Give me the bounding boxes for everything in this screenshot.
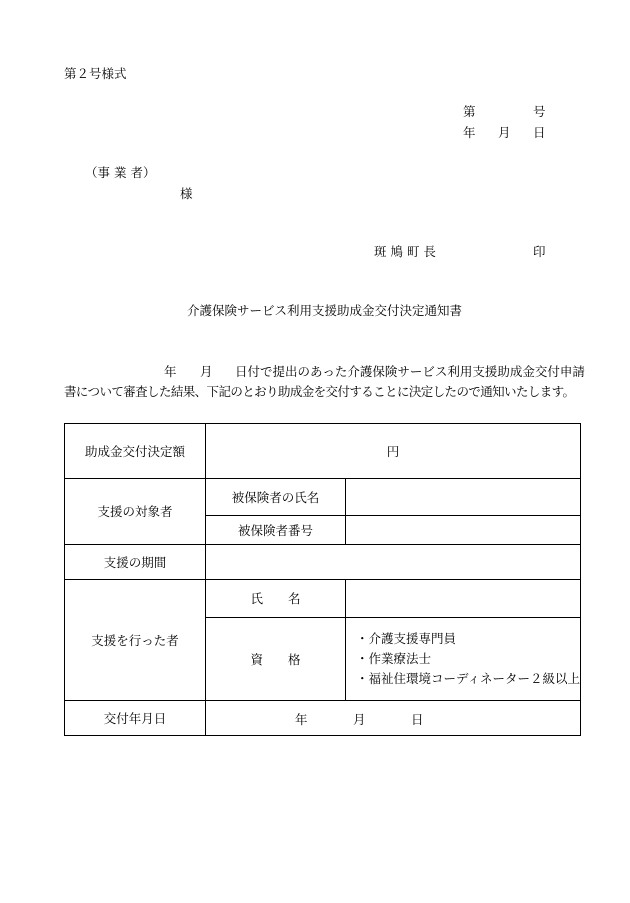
- issue-date-label: 交付年月日: [65, 701, 206, 736]
- period-label: 支援の期間: [65, 545, 206, 580]
- amount-value-cell: [206, 424, 581, 479]
- issue-date-month: 月: [353, 712, 366, 727]
- body-month: 月: [200, 364, 213, 379]
- body-line2: 書について審査した結果、下記のとおり助成金を交付することに決定したので通知いたします。: [64, 384, 575, 399]
- qualification-item: ・作業療法士: [356, 651, 432, 666]
- target-label: 支援の対象者: [65, 479, 206, 545]
- recipient-sama: 様: [180, 186, 193, 201]
- ref-number-go: 号: [533, 104, 546, 119]
- body-line1: 日付で提出のあった介護保険サービス利用支援助成金交付申請: [235, 364, 585, 379]
- body-year: 年: [164, 364, 177, 379]
- insured-name-label: 被保険者の氏名: [206, 479, 346, 516]
- form-number: 第２号様式: [64, 66, 127, 81]
- header-date-day: 日: [533, 125, 546, 140]
- amount-label: 助成金交付決定額: [65, 424, 206, 479]
- issuer-seal: 印: [533, 244, 546, 259]
- recipient-business: （事 業 者）: [85, 165, 156, 180]
- qualification-list-cell: [346, 618, 581, 701]
- qualification-item: ・福祉住環境コーディネーター２級以上: [356, 671, 581, 686]
- grant-decision-table: [64, 423, 581, 736]
- qualification-label: 資 格: [206, 618, 346, 701]
- issuer-name: 斑 鳩 町 長: [374, 244, 436, 259]
- period-value: [206, 545, 581, 580]
- issue-date-cell: [206, 701, 581, 736]
- qualification-list: [356, 629, 580, 689]
- issue-date-year: 年: [295, 712, 308, 727]
- qualification-item: ・介護支援専門員: [356, 631, 457, 646]
- insured-name-value: [346, 479, 581, 516]
- amount-unit: 円: [386, 443, 400, 459]
- header-date-month: 月: [498, 125, 511, 140]
- ref-number-dai: 第: [463, 104, 476, 119]
- supporter-label: 支援を行った者: [65, 580, 206, 701]
- issue-date-day: 日: [411, 712, 424, 727]
- header-date-year: 年: [463, 125, 476, 140]
- document-title: 介護保険サービス利用支援助成金交付決定通知書: [187, 303, 463, 318]
- supporter-name-value: [346, 580, 581, 618]
- insured-number-label: 被保険者番号: [206, 516, 346, 545]
- insured-number-value: [346, 516, 581, 545]
- supporter-name-label: 氏 名: [206, 580, 346, 618]
